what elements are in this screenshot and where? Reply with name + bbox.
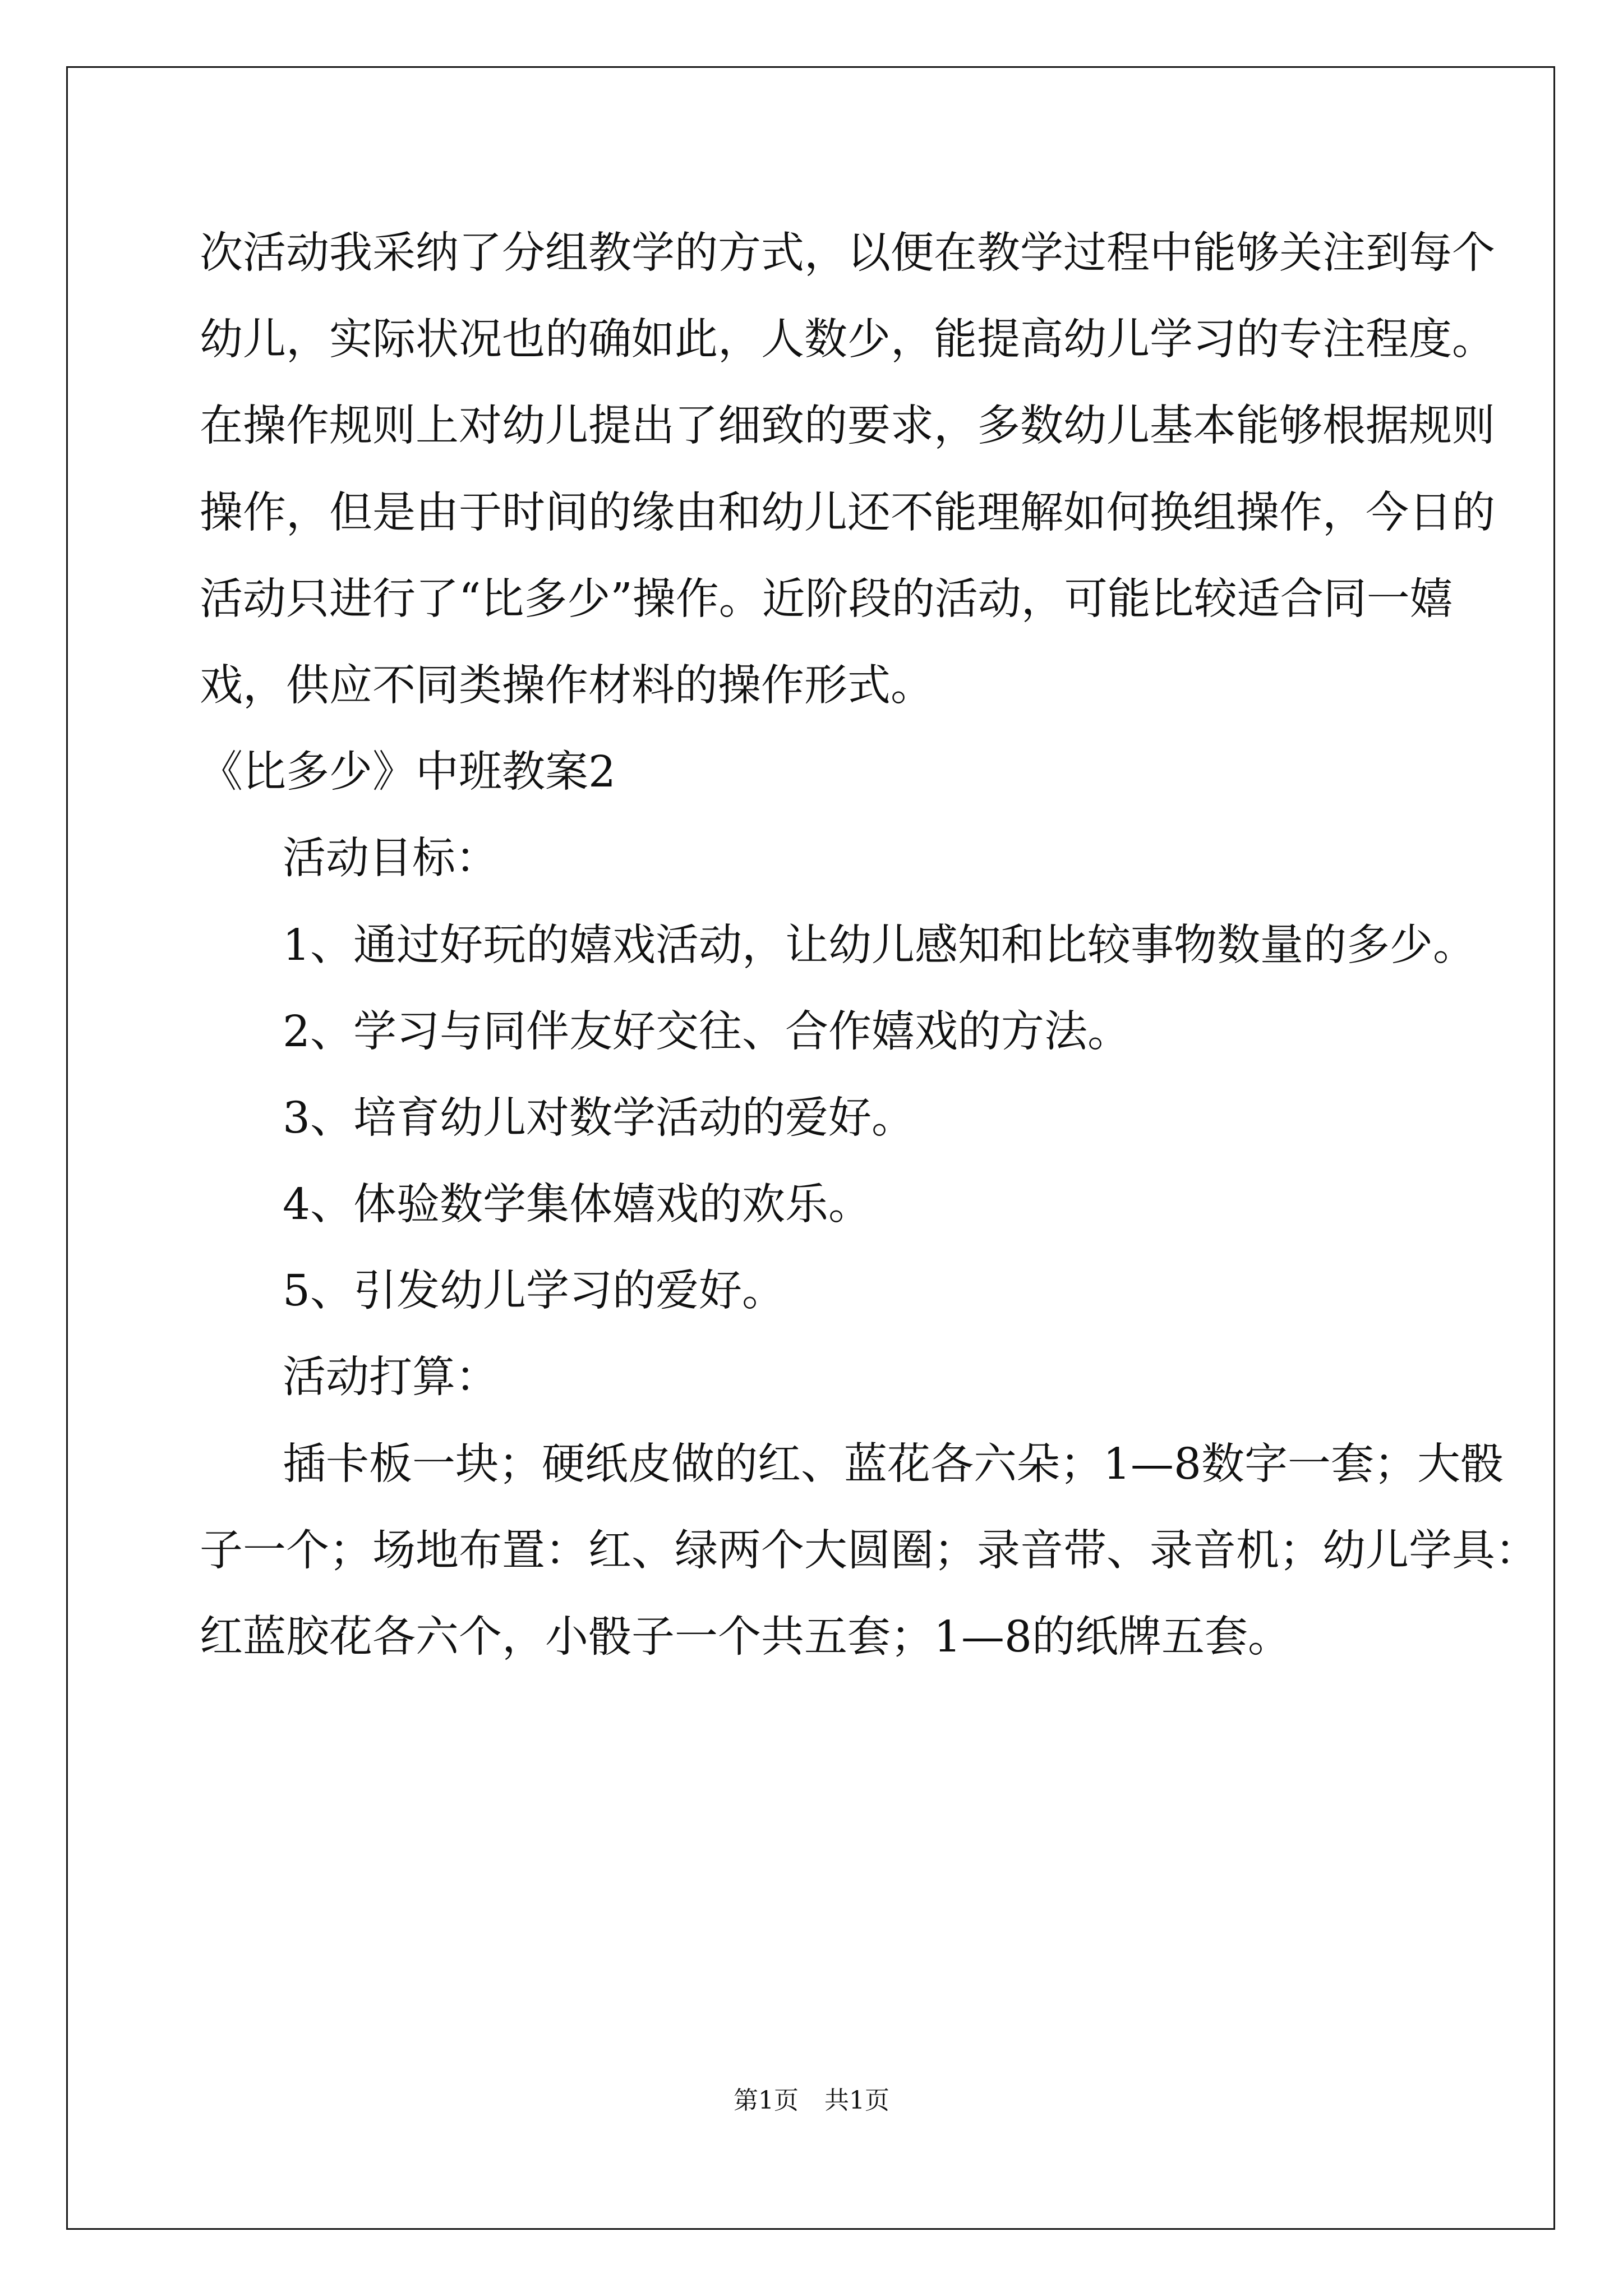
goal-item: 3、培育幼儿对数学活动的爱好。 [283, 1093, 915, 1143]
paragraph-line: 在操作规则上对幼儿提出了细致的要求，多数幼儿基本能够根据规则 [200, 401, 1495, 452]
goal-item: 1、通过好玩的嬉戏活动，让幼儿感知和比较事物数量的多少。 [283, 920, 1476, 970]
goal-item: 5、引发幼儿学习的爱好。 [283, 1266, 785, 1317]
paragraph-line: 操作，但是由于时间的缘由和幼儿还不能理解如何换组操作，今日的 [200, 487, 1495, 538]
paragraph-line: 插卡板一块；硬纸皮做的红、蓝花各六朵；1—8数字一套；大骰 [283, 1439, 1504, 1489]
page-total: 共1页 [824, 2086, 889, 2115]
paragraph-line: 红蓝胶花各六个，小骰子一个共五套；1—8的纸牌五套。 [200, 1612, 1291, 1662]
paragraph-line: 次活动我采纳了分组教学的方式，以便在教学过程中能够关注到每个 [200, 228, 1495, 278]
heading-activity-goals: 活动目标： [283, 834, 499, 884]
heading-activity-prep: 活动打算： [283, 1352, 499, 1403]
document-body [200, 210, 1538, 1681]
goal-item: 4、体验数学集体嬉戏的欢乐。 [283, 1180, 872, 1230]
paragraph-line: 活动只进行了“比多少”操作。近阶段的活动，可能比较适合同一嬉 [200, 574, 1453, 624]
page-footer [0, 2084, 1623, 2118]
section-title: 《比多少》中班教案2 [200, 747, 616, 798]
goal-item: 2、学习与同伴友好交往、合作嬉戏的方法。 [283, 1006, 1131, 1057]
paragraph-line: 子一个；场地布置：红、绿两个大圆圈；录音带、录音机；幼儿学具： [200, 1525, 1538, 1576]
paragraph-line: 戏，供应不同类操作材料的操作形式。 [200, 660, 934, 711]
page-number: 第1页 [734, 2086, 799, 2115]
paragraph-line: 幼儿，实际状况也的确如此，人数少，能提高幼儿学习的专注程度。 [200, 315, 1495, 365]
